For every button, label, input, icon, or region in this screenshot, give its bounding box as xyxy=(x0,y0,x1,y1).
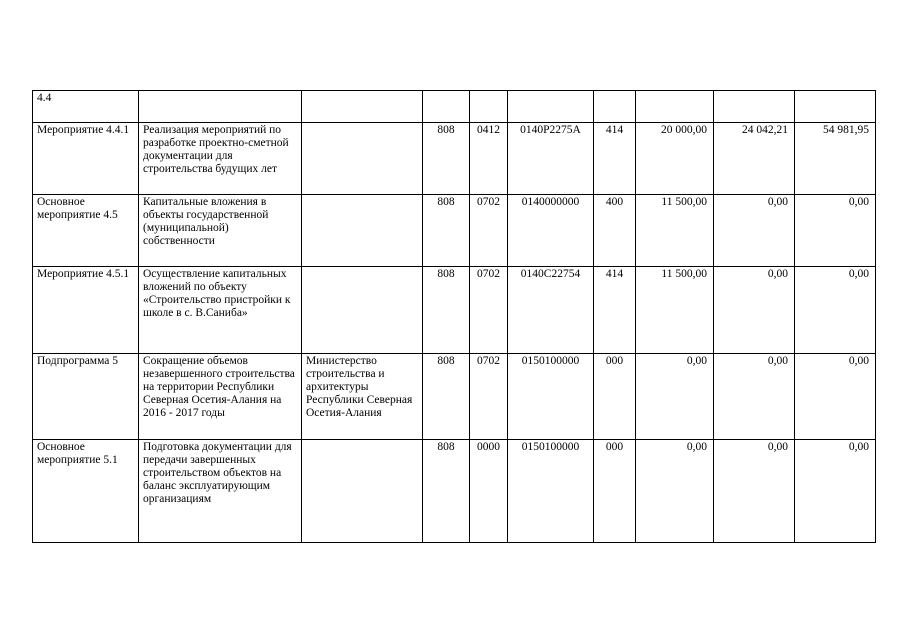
amount-year2-cell: 24 042,21 xyxy=(714,123,795,195)
grbs-cell: 808 xyxy=(423,354,470,440)
executor-cell xyxy=(302,267,423,354)
csr-cell: 0140С22754 xyxy=(508,267,594,354)
item-title-cell: Капитальные вложения в объекты государственной (муниципальной) собственности xyxy=(139,195,302,267)
grbs-cell: 808 xyxy=(423,267,470,354)
item-label-cell: Мероприятие 4.5.1 xyxy=(33,267,139,354)
rzpr-cell: 0702 xyxy=(470,354,508,440)
amount-year1-cell: 11 500,00 xyxy=(636,267,714,354)
amount-year1-cell: 20 000,00 xyxy=(636,123,714,195)
amount-year1-cell: 0,00 xyxy=(636,354,714,440)
amount-year3-cell xyxy=(795,91,876,123)
table-row xyxy=(33,354,876,440)
grbs-cell: 808 xyxy=(423,440,470,543)
vr-cell xyxy=(594,91,636,123)
program-table xyxy=(32,90,876,543)
executor-cell xyxy=(302,123,423,195)
amount-year3-cell: 0,00 xyxy=(795,354,876,440)
executor-cell xyxy=(302,440,423,543)
item-label-cell: 4.4 xyxy=(33,91,139,123)
amount-year3-cell: 0,00 xyxy=(795,267,876,354)
amount-year1-cell xyxy=(636,91,714,123)
vr-cell: 000 xyxy=(594,354,636,440)
table-row xyxy=(33,195,876,267)
executor-cell xyxy=(302,91,423,123)
item-title-cell: Подготовка документации для передачи завершенных строительством объектов на баланс эксплуатирующим организациям xyxy=(139,440,302,543)
table-row xyxy=(33,267,876,354)
csr-cell: 0150100000 xyxy=(508,440,594,543)
table-row xyxy=(33,123,876,195)
rzpr-cell: 0000 xyxy=(470,440,508,543)
csr-cell xyxy=(508,91,594,123)
amount-year1-cell: 11 500,00 xyxy=(636,195,714,267)
amount-year3-cell: 0,00 xyxy=(795,440,876,543)
amount-year3-cell: 0,00 xyxy=(795,195,876,267)
grbs-cell: 808 xyxy=(423,123,470,195)
vr-cell: 414 xyxy=(594,267,636,354)
item-title-cell: Реализация мероприятий по разработке проектно-сметной документации для строительства будущих лет xyxy=(139,123,302,195)
item-label-cell: Мероприятие 4.4.1 xyxy=(33,123,139,195)
item-title-cell xyxy=(139,91,302,123)
vr-cell: 400 xyxy=(594,195,636,267)
csr-cell: 0140000000 xyxy=(508,195,594,267)
item-label-cell: Основное мероприятие 4.5 xyxy=(33,195,139,267)
csr-cell: 0140Р2275А xyxy=(508,123,594,195)
amount-year1-cell: 0,00 xyxy=(636,440,714,543)
amount-year2-cell: 0,00 xyxy=(714,354,795,440)
grbs-cell xyxy=(423,91,470,123)
executor-cell: Министерство строительства и архитектуры Республики Северная Осетия-Алания xyxy=(302,354,423,440)
rzpr-cell: 0702 xyxy=(470,267,508,354)
executor-cell xyxy=(302,195,423,267)
rzpr-cell xyxy=(470,91,508,123)
item-label-cell: Основное мероприятие 5.1 xyxy=(33,440,139,543)
item-title-cell: Сокращение объемов незавершенного строительства на территории Республики Северная Осетия-Алания на 2016 - 2017 годы xyxy=(139,354,302,440)
amount-year2-cell: 0,00 xyxy=(714,440,795,543)
table-row xyxy=(33,440,876,543)
amount-year2-cell: 0,00 xyxy=(714,195,795,267)
rzpr-cell: 0702 xyxy=(470,195,508,267)
vr-cell: 000 xyxy=(594,440,636,543)
vr-cell: 414 xyxy=(594,123,636,195)
table-row xyxy=(33,91,876,123)
item-title-cell: Осуществление капитальных вложений по объекту «Строительство пристройки к школе в с. В.Саниба» xyxy=(139,267,302,354)
amount-year2-cell: 0,00 xyxy=(714,267,795,354)
grbs-cell: 808 xyxy=(423,195,470,267)
csr-cell: 0150100000 xyxy=(508,354,594,440)
amount-year3-cell: 54 981,95 xyxy=(795,123,876,195)
rzpr-cell: 0412 xyxy=(470,123,508,195)
amount-year2-cell xyxy=(714,91,795,123)
item-label-cell: Подпрограмма 5 xyxy=(33,354,139,440)
